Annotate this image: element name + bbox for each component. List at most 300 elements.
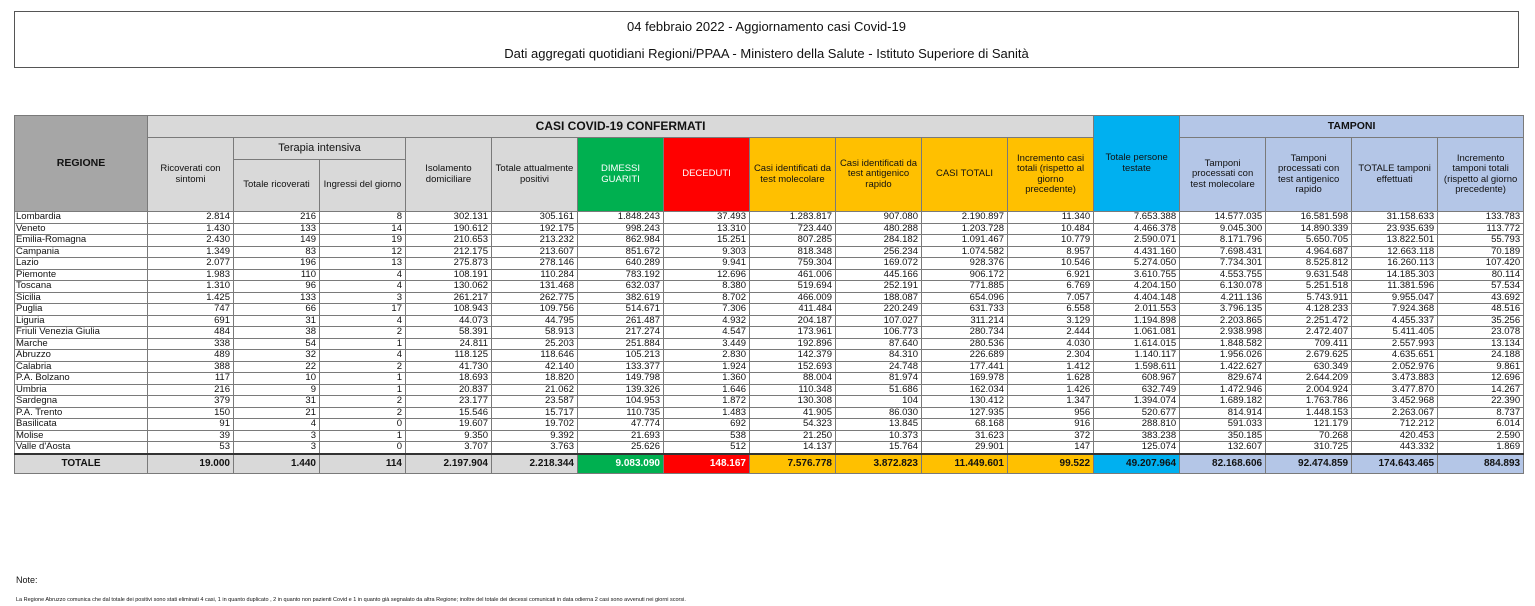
- cell-tamponi-totale: 12.663.118: [1352, 246, 1438, 258]
- cell-deceduti: 1.646: [664, 384, 750, 396]
- cell-regione: Lombardia: [15, 212, 148, 224]
- table-row: [15, 430, 1524, 442]
- notes-title: Note:: [16, 575, 38, 585]
- total-tamponi-totale: 174.643.465: [1352, 454, 1438, 474]
- cell-ti-totale: 3: [234, 430, 320, 442]
- cell-persone-testate: 1.140.117: [1094, 350, 1180, 362]
- cell-ti-totale: 3: [234, 442, 320, 454]
- total-isolamento: 2.197.904: [406, 454, 492, 474]
- cell-deceduti: 1.360: [664, 373, 750, 385]
- cell-tamponi-molecolare: 4.211.136: [1180, 292, 1266, 304]
- cell-incremento-casi: 7.057: [1008, 292, 1094, 304]
- cell-isolamento: 275.873: [406, 258, 492, 270]
- cell-persone-testate: 4.404.148: [1094, 292, 1180, 304]
- cell-isolamento: 20.837: [406, 384, 492, 396]
- cell-ti-totale: 38: [234, 327, 320, 339]
- cell-casi-totali: 68.168: [922, 419, 1008, 431]
- cell-casi-molecolare: 152.693: [750, 361, 836, 373]
- cell-ti-ingressi: 4: [320, 281, 406, 293]
- table-row: [15, 269, 1524, 281]
- cell-ti-ingressi: 2: [320, 396, 406, 408]
- cell-tamponi-antigenico: 8.525.812: [1266, 258, 1352, 270]
- cell-tamponi-molecolare: 6.130.078: [1180, 281, 1266, 293]
- header-persone-testate: Totale persone testate: [1094, 116, 1180, 212]
- cell-casi-totali: 169.978: [922, 373, 1008, 385]
- cell-tamponi-molecolare: 14.577.035: [1180, 212, 1266, 224]
- cell-casi-antigenico: 284.182: [836, 235, 922, 247]
- cell-ti-totale: 22: [234, 361, 320, 373]
- cell-casi-antigenico: 107.027: [836, 315, 922, 327]
- cell-casi-antigenico: 86.030: [836, 407, 922, 419]
- cell-casi-antigenico: 15.764: [836, 442, 922, 454]
- total-dimessi: 9.083.090: [578, 454, 664, 474]
- cell-ti-totale: 66: [234, 304, 320, 316]
- cell-ti-ingressi: 4: [320, 315, 406, 327]
- cell-incremento-casi: 1.628: [1008, 373, 1094, 385]
- cell-ti-ingressi: 1: [320, 373, 406, 385]
- cell-casi-totali: 31.623: [922, 430, 1008, 442]
- cell-tamponi-antigenico: 2.679.625: [1266, 350, 1352, 362]
- total-deceduti: 148.167: [664, 454, 750, 474]
- cell-persone-testate: 1.598.611: [1094, 361, 1180, 373]
- cell-tamponi-totale: 2.263.067: [1352, 407, 1438, 419]
- cell-isolamento: 9.350: [406, 430, 492, 442]
- cell-persone-testate: 608.967: [1094, 373, 1180, 385]
- cell-isolamento: 261.217: [406, 292, 492, 304]
- cell-persone-testate: 7.653.388: [1094, 212, 1180, 224]
- table-row-totale: [15, 454, 1524, 474]
- cell-dimessi: 104.953: [578, 396, 664, 408]
- cell-ti-totale: 83: [234, 246, 320, 258]
- total-positivi: 2.218.344: [492, 454, 578, 474]
- cell-regione: Marche: [15, 338, 148, 350]
- cell-deceduti: 37.493: [664, 212, 750, 224]
- table-row: [15, 338, 1524, 350]
- cell-tamponi-totale: 443.332: [1352, 442, 1438, 454]
- cell-ti-ingressi: 14: [320, 223, 406, 235]
- cell-positivi: 44.795: [492, 315, 578, 327]
- cell-tamponi-totale: 16.260.113: [1352, 258, 1438, 270]
- cell-ti-ingressi: 4: [320, 269, 406, 281]
- cell-positivi: 213.232: [492, 235, 578, 247]
- cell-positivi: 192.175: [492, 223, 578, 235]
- cell-ricoverati: 1.430: [148, 223, 234, 235]
- cell-persone-testate: 383.238: [1094, 430, 1180, 442]
- cell-casi-totali: 654.096: [922, 292, 1008, 304]
- cell-dimessi: 133.377: [578, 361, 664, 373]
- cell-dimessi: 862.984: [578, 235, 664, 247]
- cell-tamponi-antigenico: 5.743.911: [1266, 292, 1352, 304]
- cell-casi-molecolare: 1.283.817: [750, 212, 836, 224]
- cell-deceduti: 7.306: [664, 304, 750, 316]
- cell-incremento-tamponi: 107.420: [1438, 258, 1524, 270]
- cell-casi-antigenico: 24.748: [836, 361, 922, 373]
- cell-ti-totale: 110: [234, 269, 320, 281]
- header-ti-ingressi: Ingressi del giorno: [320, 160, 406, 212]
- cell-casi-molecolare: 807.285: [750, 235, 836, 247]
- cell-positivi: 131.468: [492, 281, 578, 293]
- cell-dimessi: 382.619: [578, 292, 664, 304]
- cell-deceduti: 692: [664, 419, 750, 431]
- cell-incremento-casi: 956: [1008, 407, 1094, 419]
- cell-tamponi-molecolare: 4.553.755: [1180, 269, 1266, 281]
- table-row: [15, 442, 1524, 454]
- cell-casi-molecolare: 466.009: [750, 292, 836, 304]
- cell-casi-antigenico: 256.234: [836, 246, 922, 258]
- cell-incremento-casi: 10.484: [1008, 223, 1094, 235]
- table-row: [15, 212, 1524, 224]
- cell-regione: Liguria: [15, 315, 148, 327]
- cell-casi-molecolare: 14.137: [750, 442, 836, 454]
- cell-ti-totale: 4: [234, 419, 320, 431]
- cell-tamponi-totale: 2.052.976: [1352, 361, 1438, 373]
- cell-regione: Emilia-Romagna: [15, 235, 148, 247]
- cell-tamponi-molecolare: 1.472.946: [1180, 384, 1266, 396]
- cell-tamponi-totale: 3.452.968: [1352, 396, 1438, 408]
- cell-casi-antigenico: 87.640: [836, 338, 922, 350]
- cell-casi-totali: 906.172: [922, 269, 1008, 281]
- cell-regione: Calabria: [15, 361, 148, 373]
- cell-casi-totali: 130.412: [922, 396, 1008, 408]
- cell-casi-totali: 311.214: [922, 315, 1008, 327]
- report-title-box: [14, 11, 1519, 68]
- cell-persone-testate: 1.394.074: [1094, 396, 1180, 408]
- cell-ti-totale: 21: [234, 407, 320, 419]
- cell-tamponi-antigenico: 2.644.209: [1266, 373, 1352, 385]
- cell-casi-molecolare: 110.348: [750, 384, 836, 396]
- cell-positivi: 18.820: [492, 373, 578, 385]
- header-ti-totale: Totale ricoverati: [234, 160, 320, 212]
- cell-casi-totali: 280.536: [922, 338, 1008, 350]
- cell-ricoverati: 1.310: [148, 281, 234, 293]
- cell-regione: P.A. Trento: [15, 407, 148, 419]
- cell-positivi: 118.646: [492, 350, 578, 362]
- cell-persone-testate: 125.074: [1094, 442, 1180, 454]
- cell-regione: Valle d'Aosta: [15, 442, 148, 454]
- cell-casi-totali: 1.203.728: [922, 223, 1008, 235]
- cell-ti-ingressi: 2: [320, 407, 406, 419]
- cell-ricoverati: 53: [148, 442, 234, 454]
- cell-tamponi-antigenico: 709.411: [1266, 338, 1352, 350]
- cell-positivi: 42.140: [492, 361, 578, 373]
- cell-ricoverati: 691: [148, 315, 234, 327]
- cell-persone-testate: 1.194.898: [1094, 315, 1180, 327]
- cell-incremento-casi: 4.030: [1008, 338, 1094, 350]
- cell-positivi: 25.203: [492, 338, 578, 350]
- table-row: [15, 304, 1524, 316]
- cell-positivi: 278.146: [492, 258, 578, 270]
- cell-incremento-casi: 916: [1008, 419, 1094, 431]
- cell-tamponi-antigenico: 9.631.548: [1266, 269, 1352, 281]
- cell-incremento-tamponi: 57.534: [1438, 281, 1524, 293]
- cell-deceduti: 15.251: [664, 235, 750, 247]
- cell-casi-molecolare: 818.348: [750, 246, 836, 258]
- cell-ricoverati: 2.430: [148, 235, 234, 247]
- cell-ti-ingressi: 8: [320, 212, 406, 224]
- cell-casi-antigenico: 169.072: [836, 258, 922, 270]
- cell-regione: Veneto: [15, 223, 148, 235]
- cell-incremento-casi: 1.426: [1008, 384, 1094, 396]
- cell-tamponi-totale: 9.955.047: [1352, 292, 1438, 304]
- cell-dimessi: 139.326: [578, 384, 664, 396]
- cell-deceduti: 1.483: [664, 407, 750, 419]
- cell-casi-molecolare: 759.304: [750, 258, 836, 270]
- cell-tamponi-molecolare: 3.796.135: [1180, 304, 1266, 316]
- cell-ricoverati: 117: [148, 373, 234, 385]
- cell-ti-ingressi: 0: [320, 442, 406, 454]
- header-tamponi-molecolare: Tamponi processati con test molecolare: [1180, 138, 1266, 212]
- cell-tamponi-molecolare: 9.045.300: [1180, 223, 1266, 235]
- table-row: [15, 407, 1524, 419]
- total-tamponi-antigenico: 92.474.859: [1266, 454, 1352, 474]
- header-positivi: Totale attualmente positivi: [492, 138, 578, 212]
- header-ricoverati: Ricoverati con sintomi: [148, 138, 234, 212]
- cell-deceduti: 1.924: [664, 361, 750, 373]
- cell-deceduti: 512: [664, 442, 750, 454]
- cell-regione: Umbria: [15, 384, 148, 396]
- cell-incremento-tamponi: 9.861: [1438, 361, 1524, 373]
- cell-isolamento: 210.653: [406, 235, 492, 247]
- cell-casi-totali: 226.689: [922, 350, 1008, 362]
- cell-incremento-tamponi: 2.590: [1438, 430, 1524, 442]
- cell-ti-ingressi: 12: [320, 246, 406, 258]
- cell-tamponi-molecolare: 2.938.998: [1180, 327, 1266, 339]
- table-row: [15, 315, 1524, 327]
- cell-tamponi-totale: 11.381.596: [1352, 281, 1438, 293]
- cell-deceduti: 3.449: [664, 338, 750, 350]
- cell-ti-totale: 31: [234, 315, 320, 327]
- cell-tamponi-antigenico: 2.004.924: [1266, 384, 1352, 396]
- cell-incremento-casi: 1.347: [1008, 396, 1094, 408]
- cell-tamponi-antigenico: 310.725: [1266, 442, 1352, 454]
- cell-casi-antigenico: 84.310: [836, 350, 922, 362]
- cell-dimessi: 217.274: [578, 327, 664, 339]
- cell-persone-testate: 4.204.150: [1094, 281, 1180, 293]
- cell-regione: P.A. Bolzano: [15, 373, 148, 385]
- cell-tamponi-molecolare: 814.914: [1180, 407, 1266, 419]
- cell-positivi: 305.161: [492, 212, 578, 224]
- cell-casi-antigenico: 10.373: [836, 430, 922, 442]
- cell-incremento-tamponi: 43.692: [1438, 292, 1524, 304]
- cell-ti-totale: 54: [234, 338, 320, 350]
- cell-casi-molecolare: 173.961: [750, 327, 836, 339]
- cell-dimessi: 261.487: [578, 315, 664, 327]
- cell-incremento-casi: 6.769: [1008, 281, 1094, 293]
- cell-persone-testate: 520.677: [1094, 407, 1180, 419]
- cell-deceduti: 8.702: [664, 292, 750, 304]
- covid-table: [14, 115, 1524, 474]
- table-row: [15, 373, 1524, 385]
- cell-tamponi-totale: 3.477.870: [1352, 384, 1438, 396]
- cell-ti-totale: 31: [234, 396, 320, 408]
- cell-isolamento: 108.191: [406, 269, 492, 281]
- report-subtitle: Dati aggregati quotidiani Regioni/PPAA - Ministero della Salute - Istituto Superiore di Sanità: [504, 46, 1029, 61]
- header-tamponi-totale: TOTALE tamponi effettuati: [1352, 138, 1438, 212]
- cell-dimessi: 514.671: [578, 304, 664, 316]
- cell-casi-totali: 1.074.582: [922, 246, 1008, 258]
- cell-ti-totale: 10: [234, 373, 320, 385]
- cell-incremento-casi: 2.444: [1008, 327, 1094, 339]
- cell-isolamento: 24.811: [406, 338, 492, 350]
- cell-positivi: 109.756: [492, 304, 578, 316]
- cell-deceduti: 538: [664, 430, 750, 442]
- cell-dimessi: 851.672: [578, 246, 664, 258]
- cell-tamponi-totale: 4.455.337: [1352, 315, 1438, 327]
- cell-incremento-casi: 1.412: [1008, 361, 1094, 373]
- total-casi-antigenico: 3.872.823: [836, 454, 922, 474]
- cell-incremento-casi: 11.340: [1008, 212, 1094, 224]
- cell-incremento-tamponi: 55.793: [1438, 235, 1524, 247]
- cell-casi-antigenico: 104: [836, 396, 922, 408]
- covid-table-container: [14, 115, 1519, 474]
- cell-ricoverati: 484: [148, 327, 234, 339]
- header-tamponi: TAMPONI: [1180, 116, 1524, 138]
- cell-isolamento: 44.073: [406, 315, 492, 327]
- header-regione: REGIONE: [15, 116, 148, 212]
- cell-deceduti: 9.303: [664, 246, 750, 258]
- cell-ti-totale: 149: [234, 235, 320, 247]
- cell-deceduti: 8.380: [664, 281, 750, 293]
- cell-tamponi-antigenico: 1.763.786: [1266, 396, 1352, 408]
- cell-tamponi-antigenico: 5.650.705: [1266, 235, 1352, 247]
- table-row: [15, 419, 1524, 431]
- cell-tamponi-antigenico: 2.472.407: [1266, 327, 1352, 339]
- cell-isolamento: 302.131: [406, 212, 492, 224]
- cell-incremento-casi: 10.779: [1008, 235, 1094, 247]
- cell-tamponi-totale: 420.453: [1352, 430, 1438, 442]
- cell-tamponi-totale: 712.212: [1352, 419, 1438, 431]
- cell-casi-molecolare: 411.484: [750, 304, 836, 316]
- cell-incremento-tamponi: 70.189: [1438, 246, 1524, 258]
- cell-casi-molecolare: 461.006: [750, 269, 836, 281]
- cell-casi-molecolare: 192.896: [750, 338, 836, 350]
- cell-regione: Campania: [15, 246, 148, 258]
- header-casi-molecolare: Casi identificati da test molecolare: [750, 138, 836, 212]
- cell-dimessi: 25.626: [578, 442, 664, 454]
- cell-incremento-tamponi: 23.078: [1438, 327, 1524, 339]
- cell-ricoverati: 489: [148, 350, 234, 362]
- cell-incremento-casi: 147: [1008, 442, 1094, 454]
- header-terapia-intensiva: Terapia intensiva: [234, 138, 406, 160]
- cell-regione: Piemonte: [15, 269, 148, 281]
- total-casi-totali: 11.449.601: [922, 454, 1008, 474]
- cell-regione: Sardegna: [15, 396, 148, 408]
- cell-incremento-tamponi: 14.267: [1438, 384, 1524, 396]
- cell-incremento-casi: 10.546: [1008, 258, 1094, 270]
- cell-positivi: 23.587: [492, 396, 578, 408]
- cell-positivi: 58.913: [492, 327, 578, 339]
- cell-ti-ingressi: 3: [320, 292, 406, 304]
- cell-ti-ingressi: 17: [320, 304, 406, 316]
- cell-ti-ingressi: 0: [320, 419, 406, 431]
- table-row: [15, 281, 1524, 293]
- cell-isolamento: 18.693: [406, 373, 492, 385]
- cell-ricoverati: 388: [148, 361, 234, 373]
- header-casi-antigenico: Casi identificati da test antigenico rapido: [836, 138, 922, 212]
- cell-deceduti: 4.547: [664, 327, 750, 339]
- cell-tamponi-totale: 2.557.993: [1352, 338, 1438, 350]
- cell-tamponi-molecolare: 2.203.865: [1180, 315, 1266, 327]
- cell-deceduti: 12.696: [664, 269, 750, 281]
- cell-regione: Puglia: [15, 304, 148, 316]
- cell-casi-antigenico: 907.080: [836, 212, 922, 224]
- cell-tamponi-molecolare: 1.848.582: [1180, 338, 1266, 350]
- cell-ti-ingressi: 1: [320, 338, 406, 350]
- header-incremento-tamponi: Incremento tamponi totali (rispetto al giorno precedente): [1438, 138, 1524, 212]
- cell-ricoverati: 2.814: [148, 212, 234, 224]
- cell-incremento-casi: 6.558: [1008, 304, 1094, 316]
- cell-ricoverati: 338: [148, 338, 234, 350]
- cell-ricoverati: 1.349: [148, 246, 234, 258]
- cell-incremento-tamponi: 22.390: [1438, 396, 1524, 408]
- cell-regione: Molise: [15, 430, 148, 442]
- cell-casi-antigenico: 106.773: [836, 327, 922, 339]
- table-row: [15, 350, 1524, 362]
- table-row: [15, 384, 1524, 396]
- cell-tamponi-molecolare: 132.607: [1180, 442, 1266, 454]
- cell-ricoverati: 150: [148, 407, 234, 419]
- cell-casi-molecolare: 130.308: [750, 396, 836, 408]
- cell-persone-testate: 288.810: [1094, 419, 1180, 431]
- cell-casi-antigenico: 51.686: [836, 384, 922, 396]
- cell-dimessi: 21.693: [578, 430, 664, 442]
- cell-positivi: 262.775: [492, 292, 578, 304]
- cell-positivi: 213.607: [492, 246, 578, 258]
- cell-persone-testate: 1.061.081: [1094, 327, 1180, 339]
- cell-positivi: 15.717: [492, 407, 578, 419]
- cell-incremento-tamponi: 12.696: [1438, 373, 1524, 385]
- cell-tamponi-antigenico: 4.128.233: [1266, 304, 1352, 316]
- cell-tamponi-totale: 13.822.501: [1352, 235, 1438, 247]
- table-row: [15, 258, 1524, 270]
- total-incremento-casi: 99.522: [1008, 454, 1094, 474]
- table-row: [15, 292, 1524, 304]
- cell-tamponi-totale: 5.411.405: [1352, 327, 1438, 339]
- cell-ti-totale: 133: [234, 292, 320, 304]
- cell-incremento-casi: 3.129: [1008, 315, 1094, 327]
- cell-isolamento: 3.707: [406, 442, 492, 454]
- cell-ti-ingressi: 19: [320, 235, 406, 247]
- cell-dimessi: 632.037: [578, 281, 664, 293]
- cell-positivi: 19.702: [492, 419, 578, 431]
- cell-incremento-tamponi: 6.014: [1438, 419, 1524, 431]
- total-tamponi-molecolare: 82.168.606: [1180, 454, 1266, 474]
- cell-ti-ingressi: 1: [320, 384, 406, 396]
- cell-tamponi-totale: 23.935.639: [1352, 223, 1438, 235]
- cell-incremento-casi: 8.957: [1008, 246, 1094, 258]
- header-casi-totali: CASI TOTALI: [922, 138, 1008, 212]
- cell-ti-totale: 32: [234, 350, 320, 362]
- cell-tamponi-totale: 4.635.651: [1352, 350, 1438, 362]
- cell-incremento-tamponi: 8.737: [1438, 407, 1524, 419]
- cell-tamponi-molecolare: 1.422.627: [1180, 361, 1266, 373]
- cell-tamponi-antigenico: 4.964.687: [1266, 246, 1352, 258]
- cell-isolamento: 15.546: [406, 407, 492, 419]
- cell-ti-totale: 96: [234, 281, 320, 293]
- cell-isolamento: 23.177: [406, 396, 492, 408]
- cell-casi-antigenico: 81.974: [836, 373, 922, 385]
- cell-deceduti: 4.932: [664, 315, 750, 327]
- cell-casi-antigenico: 480.288: [836, 223, 922, 235]
- cell-persone-testate: 1.614.015: [1094, 338, 1180, 350]
- cell-dimessi: 110.735: [578, 407, 664, 419]
- cell-regione: Toscana: [15, 281, 148, 293]
- header-tamponi-antigenico: Tamponi processati con test antigenico rapido: [1266, 138, 1352, 212]
- cell-tamponi-antigenico: 70.268: [1266, 430, 1352, 442]
- total-regione: TOTALE: [15, 454, 148, 474]
- header-casi-confermati: CASI COVID-19 CONFERMATI: [148, 116, 1094, 138]
- cell-tamponi-antigenico: 5.251.518: [1266, 281, 1352, 293]
